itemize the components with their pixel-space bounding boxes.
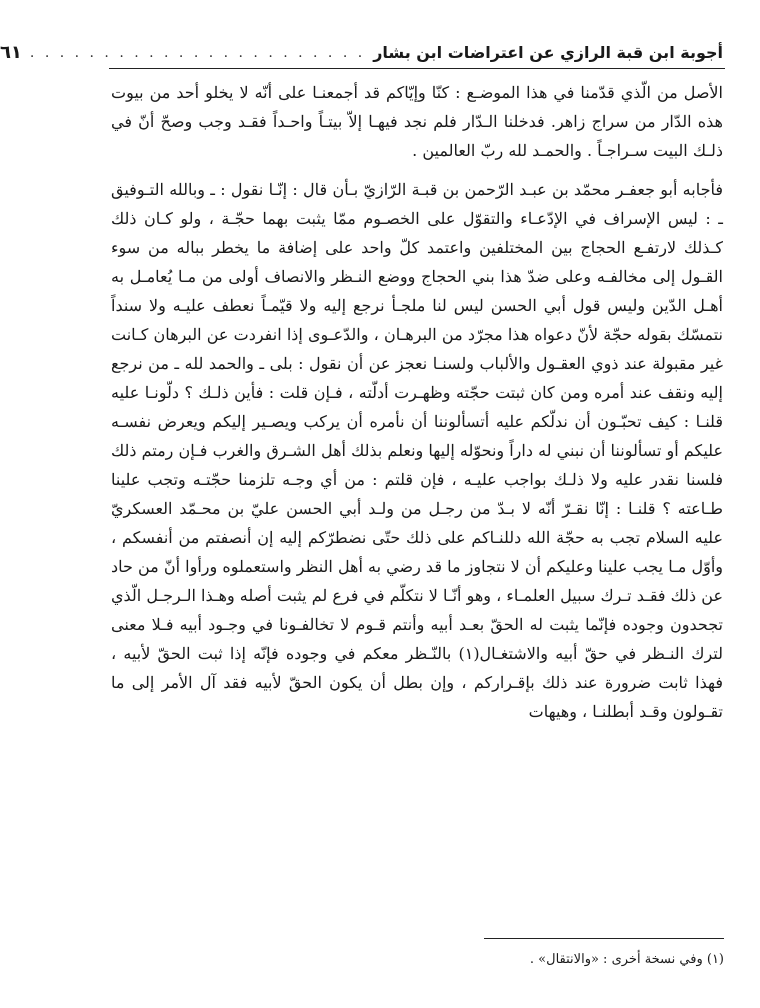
paragraph-answer: فأجابه أبو جعفـر محمّد بن عبـد الرّحمن بن قبـة الرّازيّ بـأن قال : إنّـا نقول : ـ وبالله التـوفيق ـ : ليس الإسراف في الإدّعـاء والتقوّل على الخصـوم ممّا يثبت بهما حجّـة ، ولو كـان ذلك كـذلك لارتفـع الحجاج بين المختلفين واعتمد كلّ واحد على إضافة ما يخطر بباله من سوء القـول إلى مخالفـه وعلى ضدّ هذا بني الحجاج ووضع النـظر والانصاف أولى من مـا يُعامـل به أهـل الدّين وليس قول أبي الحسن ليس لنا ملجـأ نرجع إليه ولا قيّمـاً نعطف عليـه ولا سنداً نتمسّك بقوله حجّة لأنّ دعواه هذا مجرّد من البرهـان ، والدّعـوى إذا انفردت عن البرهان كـانت غير مقبولة عند ذوي العقـول والألباب ولسنـا نعجز عن أن نقول : بلى ـ والحمد لله ـ من نرجع إليه ونقف عند أمره ومن كان ثبتت حجّته وظهـرت أدلّته ، فـإن قلت : فأين ذلـك ؟ دلّونـا عليه قلنـا : كيف تحبّـون أن ندلّكم عليه أتسألوننا أن نأمره أن يركب ويصـير إليكم ويعرض نفسـه عليكم أو تسألوننا أن نبني له داراً ونحوّله إليها ونعلم بذلك أهل الشـرق والغرب فـإن رمتم ذلك فلسنا نقدر عليه ولا ذلـك بواجب عليـه ، فإن قلتم : من أي وجـه تلزمنا حجّتـه وتجب علينا طـاعته ؟ قلنـا : إنّا نقـرّ أنّه لا بـدّ من رجـل من ولـد أبي الحسن عليّ بن محـمّد العسكريّ عليه السلام تجب به حجّة الله دللنـاكم على ذلك حتّى نضطرّكم إليه إن أنصفتم من أنفسكم ، وأوّل مـا يجب علينا وعليكم أن لا نتجاوز ما قد رضي به أهل النظر واستعملوه ورأوا أنّ من حاد عن ذلك فقـد تـرك سبيل العلمـاء ، وهو أنّـا لا نتكلّم في فرع لم يثبت أصله وهـذا الـرجـل الّذي تجحدون وجوده فإنّما يثبت له الحقّ بعـد أبيه وأنتم قـوم لا تخالفـونا في وجـود أبيه فـلا معنى لترك النـظر في حقّ أبيه والاشتغـال(١) بالنّـظر معكم في وجوده فإنّه إذا ثبت الحقّ لأبيه ، فهذا ثابت ضرورة عند ذلك بإقـراركم ، وإن بطل أن يكون الحقّ لأبيه فقد آل الأمر إلى ما تقـولون وقـد أبطلنـا ، وهيهات <box>111 180 724 721</box>
page-number: ٦١ <box>0 42 22 63</box>
paragraph-intro: الأصل من الّذي قدّمنا في هذا الموضـع : كنّا وإيّاكم قد أجمعنـا على أنّه لا يخلو أحد من بيوت هذه الدّار من سراج زاهر. فدخلنا الـدّار فلم نجد فيهـا إلاّ بيتـاً واحـداً فقـد وجب وصحّ أنّ في ذلـك البيت سـراجـاً . والحمـد لله ربّ العالمين . <box>111 83 723 160</box>
footnote: (١) وفي نسخة أخرى : «والانتقال» . <box>529 952 724 967</box>
leader-dots: . . . . . . . . . . . . . . . . . . . . . . . <box>29 45 366 61</box>
footnote-rule <box>484 938 724 939</box>
main-text <box>111 78 723 726</box>
running-title: أجوبة ابن قبة الرازي عن اعتراضات ابن بشار <box>373 43 723 62</box>
running-header <box>0 30 723 64</box>
header-rule <box>109 68 725 69</box>
